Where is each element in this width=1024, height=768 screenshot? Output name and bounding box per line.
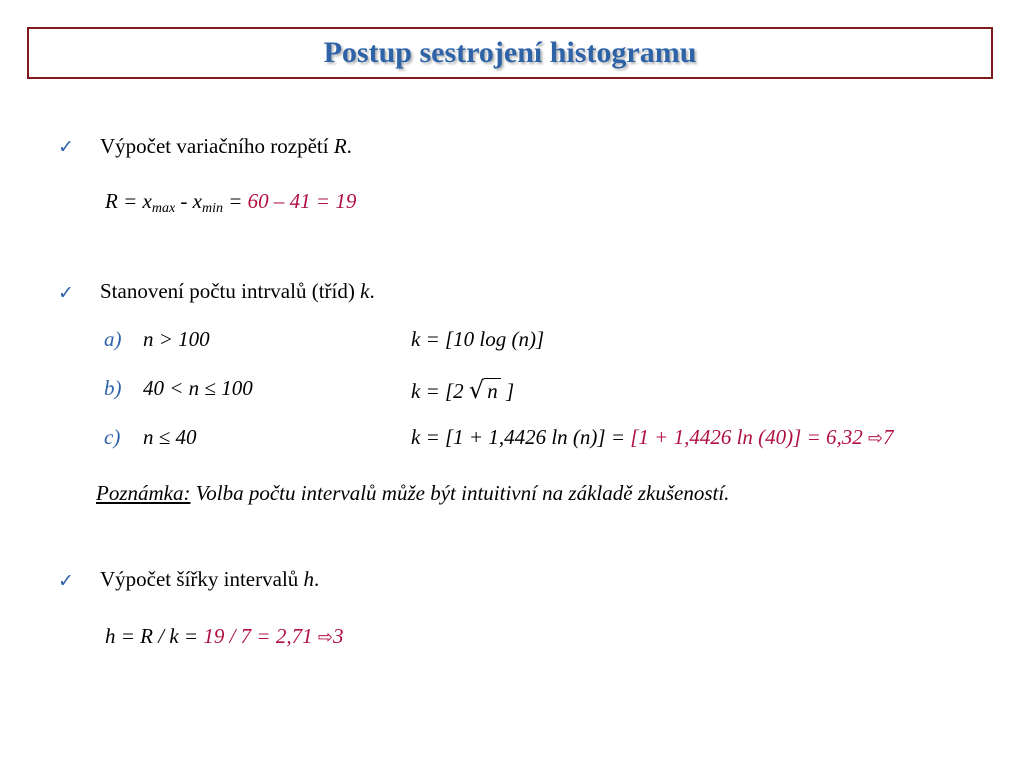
subscript-min: min xyxy=(201,201,223,216)
case-b-condition: 40 < n ≤ 100 xyxy=(143,376,253,400)
right-arrow-icon: ⇨ xyxy=(317,627,333,648)
section2-var: k xyxy=(360,279,370,303)
sqrt-icon: √ xyxy=(468,376,485,404)
section2-heading xyxy=(100,279,375,304)
title-box xyxy=(27,27,993,79)
section3-var: h xyxy=(303,567,315,591)
right-arrow-icon: ⇨ xyxy=(868,428,884,449)
case-b-letter: b) xyxy=(104,376,122,400)
sqrt-expression xyxy=(469,376,501,404)
subscript-max: max xyxy=(151,201,176,216)
check-icon: ✓ xyxy=(58,570,74,592)
section3-heading xyxy=(100,567,319,592)
case-c-condition: n ≤ 40 xyxy=(143,425,197,449)
case-a-rule: k = [10 log (n)] xyxy=(411,327,545,351)
check-icon: ✓ xyxy=(58,136,74,158)
case-c-letter: c) xyxy=(104,425,121,449)
case-b-rule-post: ] xyxy=(500,379,515,403)
width-result-end: 3 xyxy=(332,624,344,648)
formula-mid: - x xyxy=(175,189,202,213)
case-b-rule-pre: k = [2 xyxy=(411,379,469,403)
case-a-condition: n > 100 xyxy=(143,327,210,351)
formula-lhs: R = x xyxy=(105,189,152,213)
check-icon: ✓ xyxy=(58,282,74,304)
note xyxy=(96,481,729,506)
section1-heading xyxy=(100,134,352,159)
slide-title: Postup sestrojení histogramu xyxy=(323,36,697,69)
width-formula xyxy=(105,624,343,649)
width-formula-lhs: h = R / k = xyxy=(105,624,204,648)
case-a-letter: a) xyxy=(104,327,122,351)
case-c-rule-text: k = [1 + 1,4426 ln (n)] = xyxy=(411,425,631,449)
section2-label: Stanovení počtu intrvalů (tříd) xyxy=(100,279,361,303)
section1-end: . xyxy=(346,134,352,158)
range-formula xyxy=(105,189,356,214)
note-label: Poznámka: xyxy=(96,481,191,505)
section3-label: Výpočet šířky intervalů xyxy=(100,567,304,591)
formula-eq: = xyxy=(222,189,248,213)
case-c-result-end: 7 xyxy=(883,425,894,449)
section2-end: . xyxy=(369,279,375,303)
section1-var: R xyxy=(333,134,347,158)
case-b-rule xyxy=(411,376,514,404)
note-text: Volba počtu intervalů může být intuitivní na základě zkušeností. xyxy=(190,481,730,505)
range-result: 60 – 41 = 19 xyxy=(247,189,357,213)
sqrt-argument: n xyxy=(484,378,501,403)
section3-end: . xyxy=(314,567,320,591)
width-result: 19 / 7 = 2,71 xyxy=(203,624,318,648)
case-c-rule xyxy=(411,425,894,450)
case-c-result: [1 + 1,4426 ln (40)] = 6,32 xyxy=(630,425,869,449)
section1-label: Výpočet variačního rozpětí xyxy=(100,134,334,158)
